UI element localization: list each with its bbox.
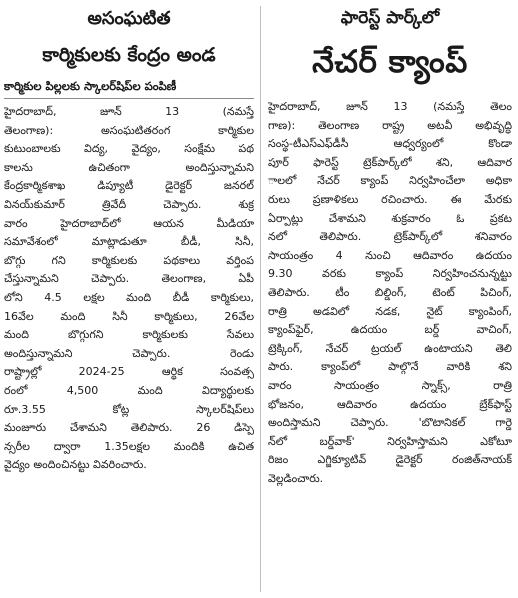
left-subhead-rule bbox=[4, 98, 254, 99]
article-body-line: భోజనం, ఆదివారం ఉదయం బ్రేక్‌ఫాస్ట్ bbox=[268, 397, 512, 411]
article-body-line: న్సరీల ద్వారా 1.35లక్షల మందికి ఉచిత bbox=[4, 439, 254, 453]
article-body-line: అందిస్తామని చెప్పారు. 'బొటానికల్ గార్డె bbox=[268, 416, 512, 430]
article-body-line: వినయ్‌కుమార్ త్రివేదీ చెప్పారు. శుక్ర bbox=[4, 197, 254, 211]
article-body-line: వైద్యం అందించినట్టు వివరించారు. bbox=[4, 458, 147, 472]
article-body-line: ాలలో నేచర్ క్యాంప్ నిర్వహించేలా అధికా bbox=[268, 174, 512, 188]
article-body-line: చేస్తున్నామని చెప్పారు. తెలంగాణ, ఏపీ bbox=[4, 272, 254, 286]
right-headline: నేచర్ క్యాంప్ bbox=[312, 44, 468, 80]
article-body-line: క్యాంప్‌ఫైర్, ఉదయం బర్డ్ వాచింగ్, bbox=[268, 323, 512, 337]
left-subheadline: కార్మికుల పిల్లలకు స్కాలర్‌షిప్‌ల పంపిణీ bbox=[4, 79, 177, 93]
article-body-line: రూ.3.55 కోట్ల స్కాలర్‌షిప్‌లు bbox=[4, 402, 254, 416]
article-body-line: బొగ్గు గని కార్మికులకు పథకాలు వర్తింప bbox=[4, 253, 254, 267]
article-body-line: పూర్ ఫారెస్ట్ ట్రెక్‌పార్క్‌లో శని, ఆదివార bbox=[268, 155, 512, 169]
article-body-line: పారు. క్యాంప్‌లో పాల్గొనే వారికి శని bbox=[268, 360, 512, 374]
article-body-line: సమావేశంలో మాట్లాడుతూ బీడీ, సినీ, bbox=[4, 235, 254, 249]
article-body-line: తెలంగాణ): అసంఘటితరంగ కార్మికుల bbox=[4, 123, 254, 137]
left-headline-line2: కార్మికులకు కేంద్రం అండ bbox=[42, 44, 216, 66]
article-body-line: గాణ): తెలంగాణ రాష్ట్ర అటవీ అభివృద్ధి bbox=[268, 118, 512, 132]
article-body-line: 16వేల మంది సినీ కార్మికులు, 26వేల bbox=[4, 309, 254, 323]
article-body-line: రిజం ఎగ్జిక్యూటివ్ డైరెక్టర్ రంజిత్‌నాయక్ bbox=[268, 453, 512, 467]
right-article-body bbox=[268, 98, 512, 488]
article-body-line: మంజూరు చేశామని తెలిపారు. 26 డిస్పె bbox=[4, 421, 254, 435]
article-body-line: సంస్థ-టీఎస్ఎఫ్‌డీసీ ఆధ్వర్యంలో కొండా bbox=[268, 137, 512, 151]
article-body-line: ట్రెక్కింగ్, నేచర్ ట్రయల్ ఉంటాయని తెలి bbox=[268, 341, 512, 355]
article-body-line: రంలో 4,500 మంది విద్యార్థులకు bbox=[4, 383, 254, 397]
article-body-line: లోని 4.5 లక్షల మంది బీడీ కార్మికులు, bbox=[4, 290, 254, 304]
article-body-line: రులు ప్రణాళికలు రచించారు. ఈ మేరకు bbox=[268, 192, 512, 206]
article-body-line: హైదరాబాద్, జూన్ 13 (నమస్తే తెలం bbox=[268, 100, 512, 113]
article-body-line: హైదరాబాద్, జూన్ 13 (నమస్తే bbox=[4, 105, 254, 118]
article-body-line: కేంద్రకార్మికశాఖ డిప్యూటీ డైరెక్టర్ జనరల్ bbox=[4, 179, 254, 193]
right-article bbox=[264, 0, 518, 488]
article-body-line: ఏర్పాట్లు చేశామని శుక్రవారం ఓ ప్రకట bbox=[268, 211, 512, 225]
article-body-line: రాత్రి అడవిలో నడక, నైట్ క్యాంపింగ్, bbox=[268, 304, 512, 318]
left-headline-line1: అసంఘటిత bbox=[87, 8, 171, 29]
article-body-line: వెల్లడించారు. bbox=[268, 471, 324, 485]
article-body-line: నలో తెలిపారు. ట్రెక్‌పార్క్‌లో శనివారం bbox=[268, 230, 512, 244]
article-body-line: వారం సాయంత్రం స్నాక్స్, రాత్రి bbox=[268, 378, 512, 392]
article-body-line: సాయంత్రం 4 నుంచి ఆదివారం ఉదయం bbox=[268, 248, 512, 262]
article-body-line: కాలను ఉచితంగా అందిస్తున్నామని bbox=[4, 160, 254, 174]
article-body-line: అందిస్తున్నామని చెప్పారు. రెండు bbox=[4, 346, 254, 360]
article-body-line: 9.30 వరకు క్యాంప్ నిర్వహించనున్నట్టు bbox=[268, 267, 512, 281]
article-body-line: రాష్ట్రాల్లో 2024-25 ఆర్థిక సంవత్స bbox=[4, 365, 254, 379]
article-body-line: వారం హైదరాబాద్‌లో ఆయన మీడియా bbox=[4, 216, 254, 230]
article-body-line: న్‌లో బర్డ్‌వాక్' నిర్వహిస్తామని ఎకోటూ bbox=[268, 434, 512, 448]
column-divider bbox=[260, 6, 261, 592]
right-kicker: ఫారెస్ట్ పార్క్‌లో bbox=[340, 8, 440, 28]
left-article bbox=[0, 0, 258, 475]
article-body-line: తెలిపారు. టీం బిల్డింగ్, టెంట్ పిచింగ్, bbox=[268, 285, 512, 299]
article-body-line: కుటుంబాలకు విద్య, వైద్యం, సంక్షేమ పథ bbox=[4, 142, 254, 156]
left-article-body bbox=[4, 103, 254, 475]
article-body-line: మంది బొగ్గుగని కార్మికులకు సేవలు bbox=[4, 328, 254, 342]
